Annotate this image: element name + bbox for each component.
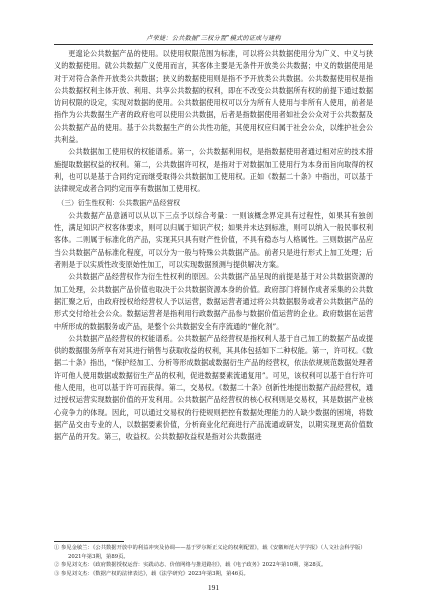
- body-paragraph: 公共数据加工使用权的权能谱系。第一，公共数据利用权，是指数据使用者通过相对应的技术措施提取数据权益的权利。第二，公共数据许可权，是指对于对数据加工使用行为本身而旨向取得的权利，也可以是基于合同约定而继受取得公共数据加工使用权。正如《数据二十条》中指出，可以基于法律规定或者合同约定而享有数据加工使用权。: [54, 147, 373, 194]
- running-header: 卢荣婕：公共数据“三权分置”模式的证成与建构: [146, 35, 281, 42]
- body-paragraph: 公共数据产品意涵可以从以下三点予以综合考量：一则该概念界定具有过程性，如果其有独创性，满足知识产权客体要求，则可以归属于知识产权；如果并未达到标准，则可以纳入一般民事权利客体。二则属于标准化的产品，实现其只具有财产性价值，不具有稳态与人格属性。三则数据产品应当公共数据产品标准化程度，可以分为一般与特殊公共数据产品。前者只是进行形式上加工处理；后者则是于以实质性改变原始性加工，可以实现数据预测与提供解决方案。: [54, 210, 373, 270]
- section-subheading: （三）衍生性权利：公共数据产品经营权: [57, 198, 181, 207]
- body-paragraph: 公共数据产品经营权的权能谱系。公共数据产品经营权是指权利人基于自己加工的数据产品或提供的数据服务所享有对其进行销售与获取收益的权利，其具体包括如下二种权能。第一，许可权。《数据二十条》指出，“保护经加工、分析等形成数据或数据衍生产品的经营权，依法依规规范数据处理者许可他人使用数据或数据衍生产品的权利，促进数据要素流通复用”。可见，该权利可以基于自行许可他人使用，也可以基于许可而获得。第二，交易权。《数据二十条》创新性地提出数据产品经营权，通过授权运营实现数据价值的开发利用。公共数据产品经营权的核心权利则是交易权，其是数据产业核心竞争力的体现。因此，可以通过交易权的行使规则把控有数据处理能力的人缺少数据的困境，将数据产品交由专业的人，以数据要素价值，分析商业化纪商进行产品流通或研发，以期实现更高价值数据产品的开发。第三，收益权。公共数据收益权是指对公共数据进: [54, 333, 373, 442]
- footnote: ① 参见金敏兰：《公共数据开放中的利益冲突及协调——基于罗尔斯正义论的权利配置》，载《安徽师范大学学报》（人文社会科学版）2021年第3期，第89页。: [54, 545, 366, 560]
- body-paragraph: 更遑论公共数据产品的使用。以使用权限范围为标准，可以将公共数据使用分为广义、中义与狭义的数据使用。就公共数据广义使用而言，其客体主要是无条件开放类公共数据；中义的数据使用是对于对符合条件开放类公共数据；狭义的数据使用则是指不予开放类公共数据。公共数据使用权是指公共数据权利主体开放、利用、共享公共数据的权利，即在不改变公共数据所有权的前提下通过数据访问权限的设定，实现对数据的使用。公共数据使用权可以分为所有人使用与非所有人使用，前者是指作为公共数据生产者的政府也可以使用公共数据，后者是指数据使用者如社会公众对于公共数据及公共数据产品的使用。基于公共数据生产的公共性功能，其使用权应归属于社会公众，以维护社会公共利益。: [54, 49, 373, 145]
- page-number: 191: [207, 583, 220, 592]
- footnote-rule: [54, 541, 124, 542]
- body-paragraph: 公共数据产品经营权作为衍生性权利的原因。公共数据产品呈现的前提是基于对公共数据资源的加工处理，公共数据产品价值也取决于公共数据资源本身的价值。政府部门将制作成者采集的公共数据汇聚之后，由政府授权给经营权人予以运营，数据运营者通过将公共数据服务或者公共数据产品的形式交付给社会公众。数据运营者是指利用行政数据产品参与数据价值运营的企业。政府数据在运营中所形成的数据服务或产品，是整个公共数据安全有序流通的“催化剂”。: [54, 272, 373, 331]
- footnote: ② 参见刘文杰：《政府数据授权运营：实践动态、价值网络与推进路径》，载《电子政务》2022年第10期，第28页。: [54, 562, 327, 569]
- header-rule: [54, 44, 373, 45]
- footnotes: [54, 544, 373, 578]
- body-text: [54, 48, 373, 444]
- footnote: ③ 参见刘文杰：《数据产权的法律表达》，载《法学研究》2023年第3期，第46页。: [54, 570, 249, 577]
